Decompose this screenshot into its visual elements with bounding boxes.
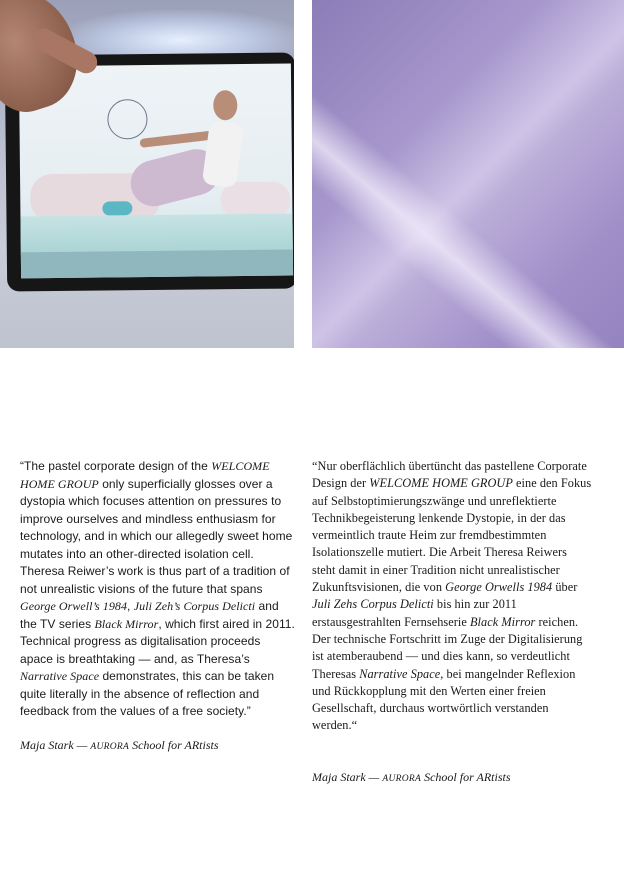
text-segment: and the TV series: [20, 599, 279, 631]
person-torso: [202, 120, 244, 188]
italic-title-segment: WELCOME HOME GROUP: [20, 459, 270, 491]
text-segment: reichen. Der technische Fortschritt im Zuge der Digitalisierung ist atemberaubend — und dies kann, so verdeutlicht Theresas: [312, 614, 583, 681]
school-name: School for ARtists: [424, 770, 511, 784]
italic-title-segment: Juli Zehs Corpus Delicti: [312, 597, 434, 612]
person-arm: [139, 131, 214, 148]
text-segment: “Nur oberflächlich übertüncht das pastellene Corporate Design der: [312, 459, 587, 491]
italic-title-segment: George Orwell’s 1984: [20, 599, 127, 613]
quote-english: [20, 458, 295, 721]
photo-tablet-with-narrative-space: [0, 0, 294, 348]
text-segment: bis hin zur 2011 erstausgestrahlten Fernsehserie: [312, 597, 517, 629]
text-segment: , which first aired in 2011. Technical progress as digitalisation proceeds apace is breathtaking — and, as Theresa’s: [20, 616, 295, 666]
organization-name: AURORA: [382, 774, 422, 784]
italic-title-segment: Black Mirror: [470, 614, 536, 629]
italic-title-segment: WELCOME HOME GROUP: [369, 476, 513, 491]
attribution-english: [20, 738, 219, 753]
light-sheen: [312, 60, 624, 348]
author-name: Maja Stark —: [312, 770, 380, 784]
text-segment: über: [552, 580, 578, 595]
italic-title-segment: Juli Zeh’s Corpus Delicti: [133, 599, 256, 613]
school-name: School for ARtists: [132, 738, 219, 752]
person-sock: [102, 201, 132, 215]
photo-lilac-paper-fold: [312, 0, 624, 348]
text-segment: demonstrates, this can be taken quite literally in the absence of reflection and feedback from the values of a free society.”: [20, 669, 275, 718]
text-segment: , bei mangelnder Reflexion und Rückkopplung mit den Werten einer freien Gesellschaft, durchaus wortwörtlich verstanden werden.“: [312, 666, 576, 733]
text-segment: eine den Fokus auf Selbstoptimierungszwänge und unreflektierte Technikbegeisterung lenkende Dystopie, in der das vermeintlich traute Heim zur fremdbestimmten Isolationszelle mutiert. Die Arbeit Theresa Reiwers steht damit in einer Tradition nicht unrealistischer Zukunftsvisionen, die von: [312, 476, 592, 595]
quote-german: [312, 458, 592, 735]
author-name: Maja Stark —: [20, 738, 88, 752]
italic-title-segment: Black Mirror: [94, 616, 159, 631]
welcome-home-logo: [107, 99, 147, 139]
italic-title-segment: George Orwells 1984: [445, 580, 553, 595]
attribution-german: [312, 770, 511, 785]
organization-name: AURORA: [90, 742, 130, 752]
bed-base: [19, 249, 293, 278]
italic-title-segment: Narrative Space: [20, 669, 100, 683]
italic-title-segment: Narrative Space: [359, 666, 441, 681]
text-segment: “The pastel corporate design of the: [20, 459, 212, 473]
text-segment: only superficially glosses over a dystopia which focuses attention on pressures to improve ourselves and mindless enthusiasm for technology, and in which our allegedly sweet home mutates into an other-directed isolation cell. Theresa Reiwer’s work is thus part of a tradition of not unrealistic visions of the future that spans: [20, 476, 293, 596]
text-segment: ,: [127, 599, 134, 613]
person-head: [213, 90, 237, 120]
